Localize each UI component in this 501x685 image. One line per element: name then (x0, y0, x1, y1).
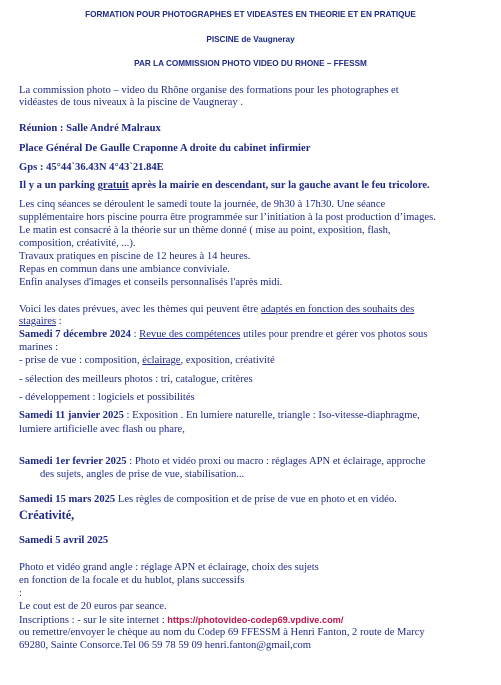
parking-free: gratuit (97, 180, 129, 191)
session-3-date: Samedi 1er fevrier 2025 (19, 456, 130, 467)
parking-pre: Il y a un parking (19, 180, 98, 191)
intro-line-2: vidéastes de tous niveaux à la piscine de Vaugneray . (19, 97, 243, 108)
footer-cost: Le cout est de 20 euros par seance. (19, 601, 167, 612)
session-4-date: Samedi 15 mars 2025 (19, 494, 116, 505)
session-3-line-1 (19, 456, 425, 468)
dates-intro-link: adaptés en fonction des souhaits des (260, 304, 415, 315)
bullet-1-pre: - prise de vue : composition, (19, 355, 143, 366)
bullet-1-post: , exposition, créativité (180, 355, 275, 366)
dates-intro-colon: : (56, 316, 62, 327)
dates-intro-text: Voici les dates prévues, avec les thèmes qui peuvent être (19, 304, 261, 315)
details-line-6: Repas en commun dans une ambiance conviviale. (19, 264, 230, 275)
session-1-line-1 (19, 329, 427, 341)
venue-reunion: Réunion : Salle André Malraux (19, 123, 161, 134)
session-2-line-1 (19, 410, 420, 422)
dates-intro-line-1 (19, 304, 414, 316)
session-2-line-2: lumiere artificielle avec flash ou phare, (19, 424, 185, 435)
footer-line-3: ou remettre/envoyer le chèque au nom du Codep 69 FFESSM à Henri Fanton, 2 route de Marcy (19, 627, 425, 638)
dates-intro-line-2 (19, 316, 62, 328)
header-organizer: PAR LA COMMISSION PHOTO VIDEO DU RHONE – FFESSM (134, 59, 367, 68)
session-5-date: Samedi 5 avril 2025 (19, 535, 109, 546)
parking-post: après la mairie en descendant, sur la gauche avant le feu tricolore. (128, 180, 430, 191)
session-1-date: Samedi 7 décembre 2024 (19, 329, 134, 340)
session-5-line-2: en fonction de la focale et du hublot, plans successifs (19, 575, 245, 586)
session-3-line-2: des sujets, angles de prise de vue, stabilisation... (40, 469, 245, 480)
dates-intro-link-2: stagaires (19, 316, 57, 327)
details-line-3: Le matin est consacré à la théorie sur un thème donné ( mise au point, exposition, flash, (19, 225, 391, 236)
details-line-5: Travaux pratiques en piscine de 12 heures à 14 heures. (19, 251, 251, 262)
intro-line-1: La commission photo – video du Rhône organise des formations pour les photographes et (19, 85, 399, 96)
bullet-1-link: éclairage (142, 355, 181, 366)
details-line-2: supplémentaire hors piscine pourra être programmée sur l’initiation à la post production d’images. (19, 212, 436, 223)
header-title: FORMATION POUR PHOTOGRAPHES ET VIDEASTES EN THEORIE ET EN PRATIQUE (85, 10, 416, 19)
session-3-rest: : Photo et vidéo proxi ou macro : réglages APN et éclairage, approche (129, 456, 426, 467)
session-2-rest: : Exposition . En lumiere naturelle, triangle : Iso-vitesse-diaphragme, (126, 410, 420, 421)
session-1-bullet-2: - sélection des meilleurs photos : tri, catalogue, critères (19, 374, 253, 385)
session-1-rest: utiles pour prendre et gérer vos photos sous (240, 329, 428, 340)
venue-place: Place Général De Gaulle Craponne A droite du cabinet infirmier (19, 143, 311, 154)
details-line-7: Enfin analyses d'images et conseils personnalisés l'après midi. (19, 277, 283, 288)
footer-line-4: 69280, Sainte Consorce.Tel 06 59 78 59 09 henri.fanton@gmail,com (19, 640, 312, 651)
session-5-line-3: : (19, 588, 22, 599)
session-1-line-2: marines : (19, 342, 59, 353)
footer-inscriptions (19, 614, 343, 627)
details-line-4: composition, créativité, ...). (19, 238, 136, 249)
website-link[interactable]: https://photovideo-codep69.vpdive.com/ (167, 615, 344, 625)
venue-gps: Gps : 45°44`36.43N 4°43`21.84E (19, 162, 164, 173)
session-2-date: Samedi 11 janvier 2025 (19, 410, 127, 421)
header-subtitle: PISCINE de Vaugneray (206, 35, 295, 44)
session-1-theme: Revue des compétences (139, 329, 241, 340)
session-4-line-2: Créativité, (19, 508, 75, 522)
session-4-rest: Les règles de composition et de prise de vue en photo et en vidéo. (115, 494, 397, 505)
session-1-bullet-1 (19, 355, 275, 367)
session-1-bullet-3: - développement : logiciels et possibilités (19, 392, 195, 403)
session-4-line-1 (19, 494, 397, 506)
session-1-sep: : (133, 329, 140, 340)
venue-parking (19, 180, 430, 192)
inscriptions-label: Inscriptions : - sur le site internet : (19, 615, 168, 626)
session-5-line-1: Photo et vidéo grand angle : réglage APN et éclairage, choix des sujets (19, 562, 319, 573)
details-line-1: Les cinq séances se déroulent le samedi toute la journée, de 9h30 à 17h30. Une séance (19, 199, 386, 210)
